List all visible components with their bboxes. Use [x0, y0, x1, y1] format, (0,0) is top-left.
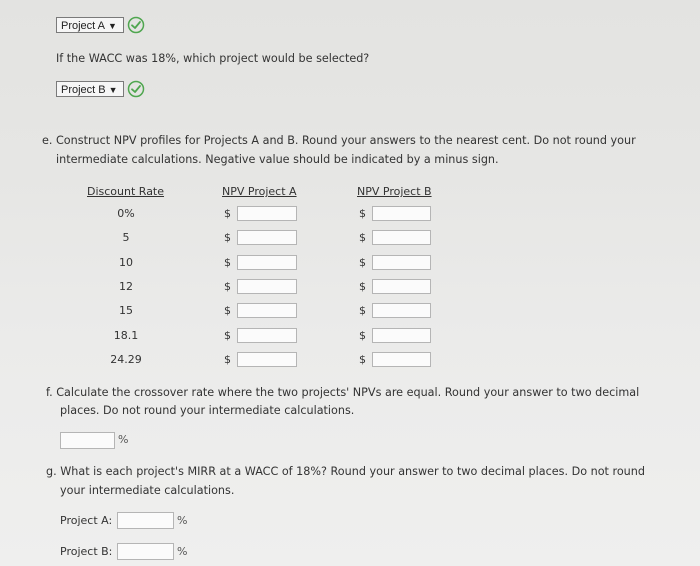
- dollar-sign: $: [224, 256, 231, 269]
- npv-project-a-input[interactable]: [237, 328, 297, 343]
- discount-rate-value: 10: [119, 256, 133, 269]
- dropdown-value: Project B: [61, 84, 106, 96]
- header-npv-project-b: NPV Project B: [357, 185, 432, 198]
- percent-unit-label: %: [177, 514, 188, 527]
- dollar-sign: $: [359, 329, 366, 342]
- npv-project-b-input[interactable]: [372, 255, 431, 270]
- npv-project-b-input[interactable]: [372, 230, 431, 245]
- npv-project-b-input[interactable]: [372, 206, 431, 221]
- check-circle-icon: [127, 80, 145, 98]
- dollar-sign: $: [224, 280, 231, 293]
- discount-rate-value: 24.29: [110, 353, 142, 366]
- chevron-down-icon: ▼: [108, 21, 117, 31]
- discount-rate-value: 5: [122, 231, 130, 244]
- question-f-line1: f. Calculate the crossover rate where the two projects' NPVs are equal. Round your answer to two decimal: [46, 386, 640, 399]
- header-discount-rate: Discount Rate: [87, 185, 165, 198]
- dropdown-value: Project A: [61, 20, 106, 32]
- question-g-line1: g. What is each project's MIRR at a WACC of 18%? Round your answer to two decimal places. Do not round: [46, 465, 645, 478]
- npv-project-a-input[interactable]: [237, 230, 297, 245]
- dollar-sign: $: [359, 207, 366, 220]
- question-e-line2: intermediate calculations. Negative value should be indicated by a minus sign.: [56, 153, 499, 166]
- dollar-sign: $: [224, 329, 231, 342]
- dollar-sign: $: [359, 231, 366, 244]
- npv-project-a-input[interactable]: [237, 279, 297, 294]
- check-circle-icon: [127, 16, 145, 34]
- question-e-line1: e. Construct NPV profiles for Projects A and B. Round your answers to the nearest cent. Do not round your: [42, 134, 636, 147]
- npv-project-a-input[interactable]: [237, 206, 297, 221]
- dollar-sign: $: [359, 280, 366, 293]
- percent-unit-label: %: [118, 433, 129, 446]
- mirr-project-b-input[interactable]: [117, 543, 174, 560]
- npv-project-a-input[interactable]: [237, 303, 297, 318]
- header-npv-project-a: NPV Project A: [222, 185, 297, 198]
- mirr-project-a-input[interactable]: [117, 512, 174, 529]
- dollar-sign: $: [359, 353, 366, 366]
- dollar-sign: $: [224, 207, 231, 220]
- project-b-label: Project B:: [60, 545, 113, 558]
- dollar-sign: $: [359, 256, 366, 269]
- npv-project-b-input[interactable]: [372, 328, 431, 343]
- dollar-sign: $: [224, 231, 231, 244]
- npv-project-b-input[interactable]: [372, 303, 431, 318]
- npv-project-b-input[interactable]: [372, 352, 431, 367]
- dollar-sign: $: [224, 304, 231, 317]
- npv-project-a-input[interactable]: [237, 352, 297, 367]
- discount-rate-value: 0%: [117, 207, 135, 220]
- crossover-rate-input[interactable]: [60, 432, 115, 449]
- discount-rate-value: 15: [119, 304, 133, 317]
- project-select-dropdown-2[interactable]: [56, 81, 124, 97]
- project-a-label: Project A:: [60, 514, 113, 527]
- question-wacc-18: If the WACC was 18%, which project would be selected?: [56, 52, 370, 65]
- npv-project-b-input[interactable]: [372, 279, 431, 294]
- discount-rate-value: 18.1: [113, 329, 139, 342]
- percent-unit-label: %: [177, 545, 188, 558]
- dollar-sign: $: [359, 304, 366, 317]
- npv-project-a-input[interactable]: [237, 255, 297, 270]
- discount-rate-value: 12: [119, 280, 133, 293]
- dollar-sign: $: [224, 353, 231, 366]
- chevron-down-icon: ▼: [108, 85, 118, 95]
- project-select-dropdown[interactable]: [56, 17, 124, 33]
- question-g-line2: your intermediate calculations.: [60, 484, 235, 497]
- question-f-line2: places. Do not round your intermediate calculations.: [60, 404, 355, 417]
